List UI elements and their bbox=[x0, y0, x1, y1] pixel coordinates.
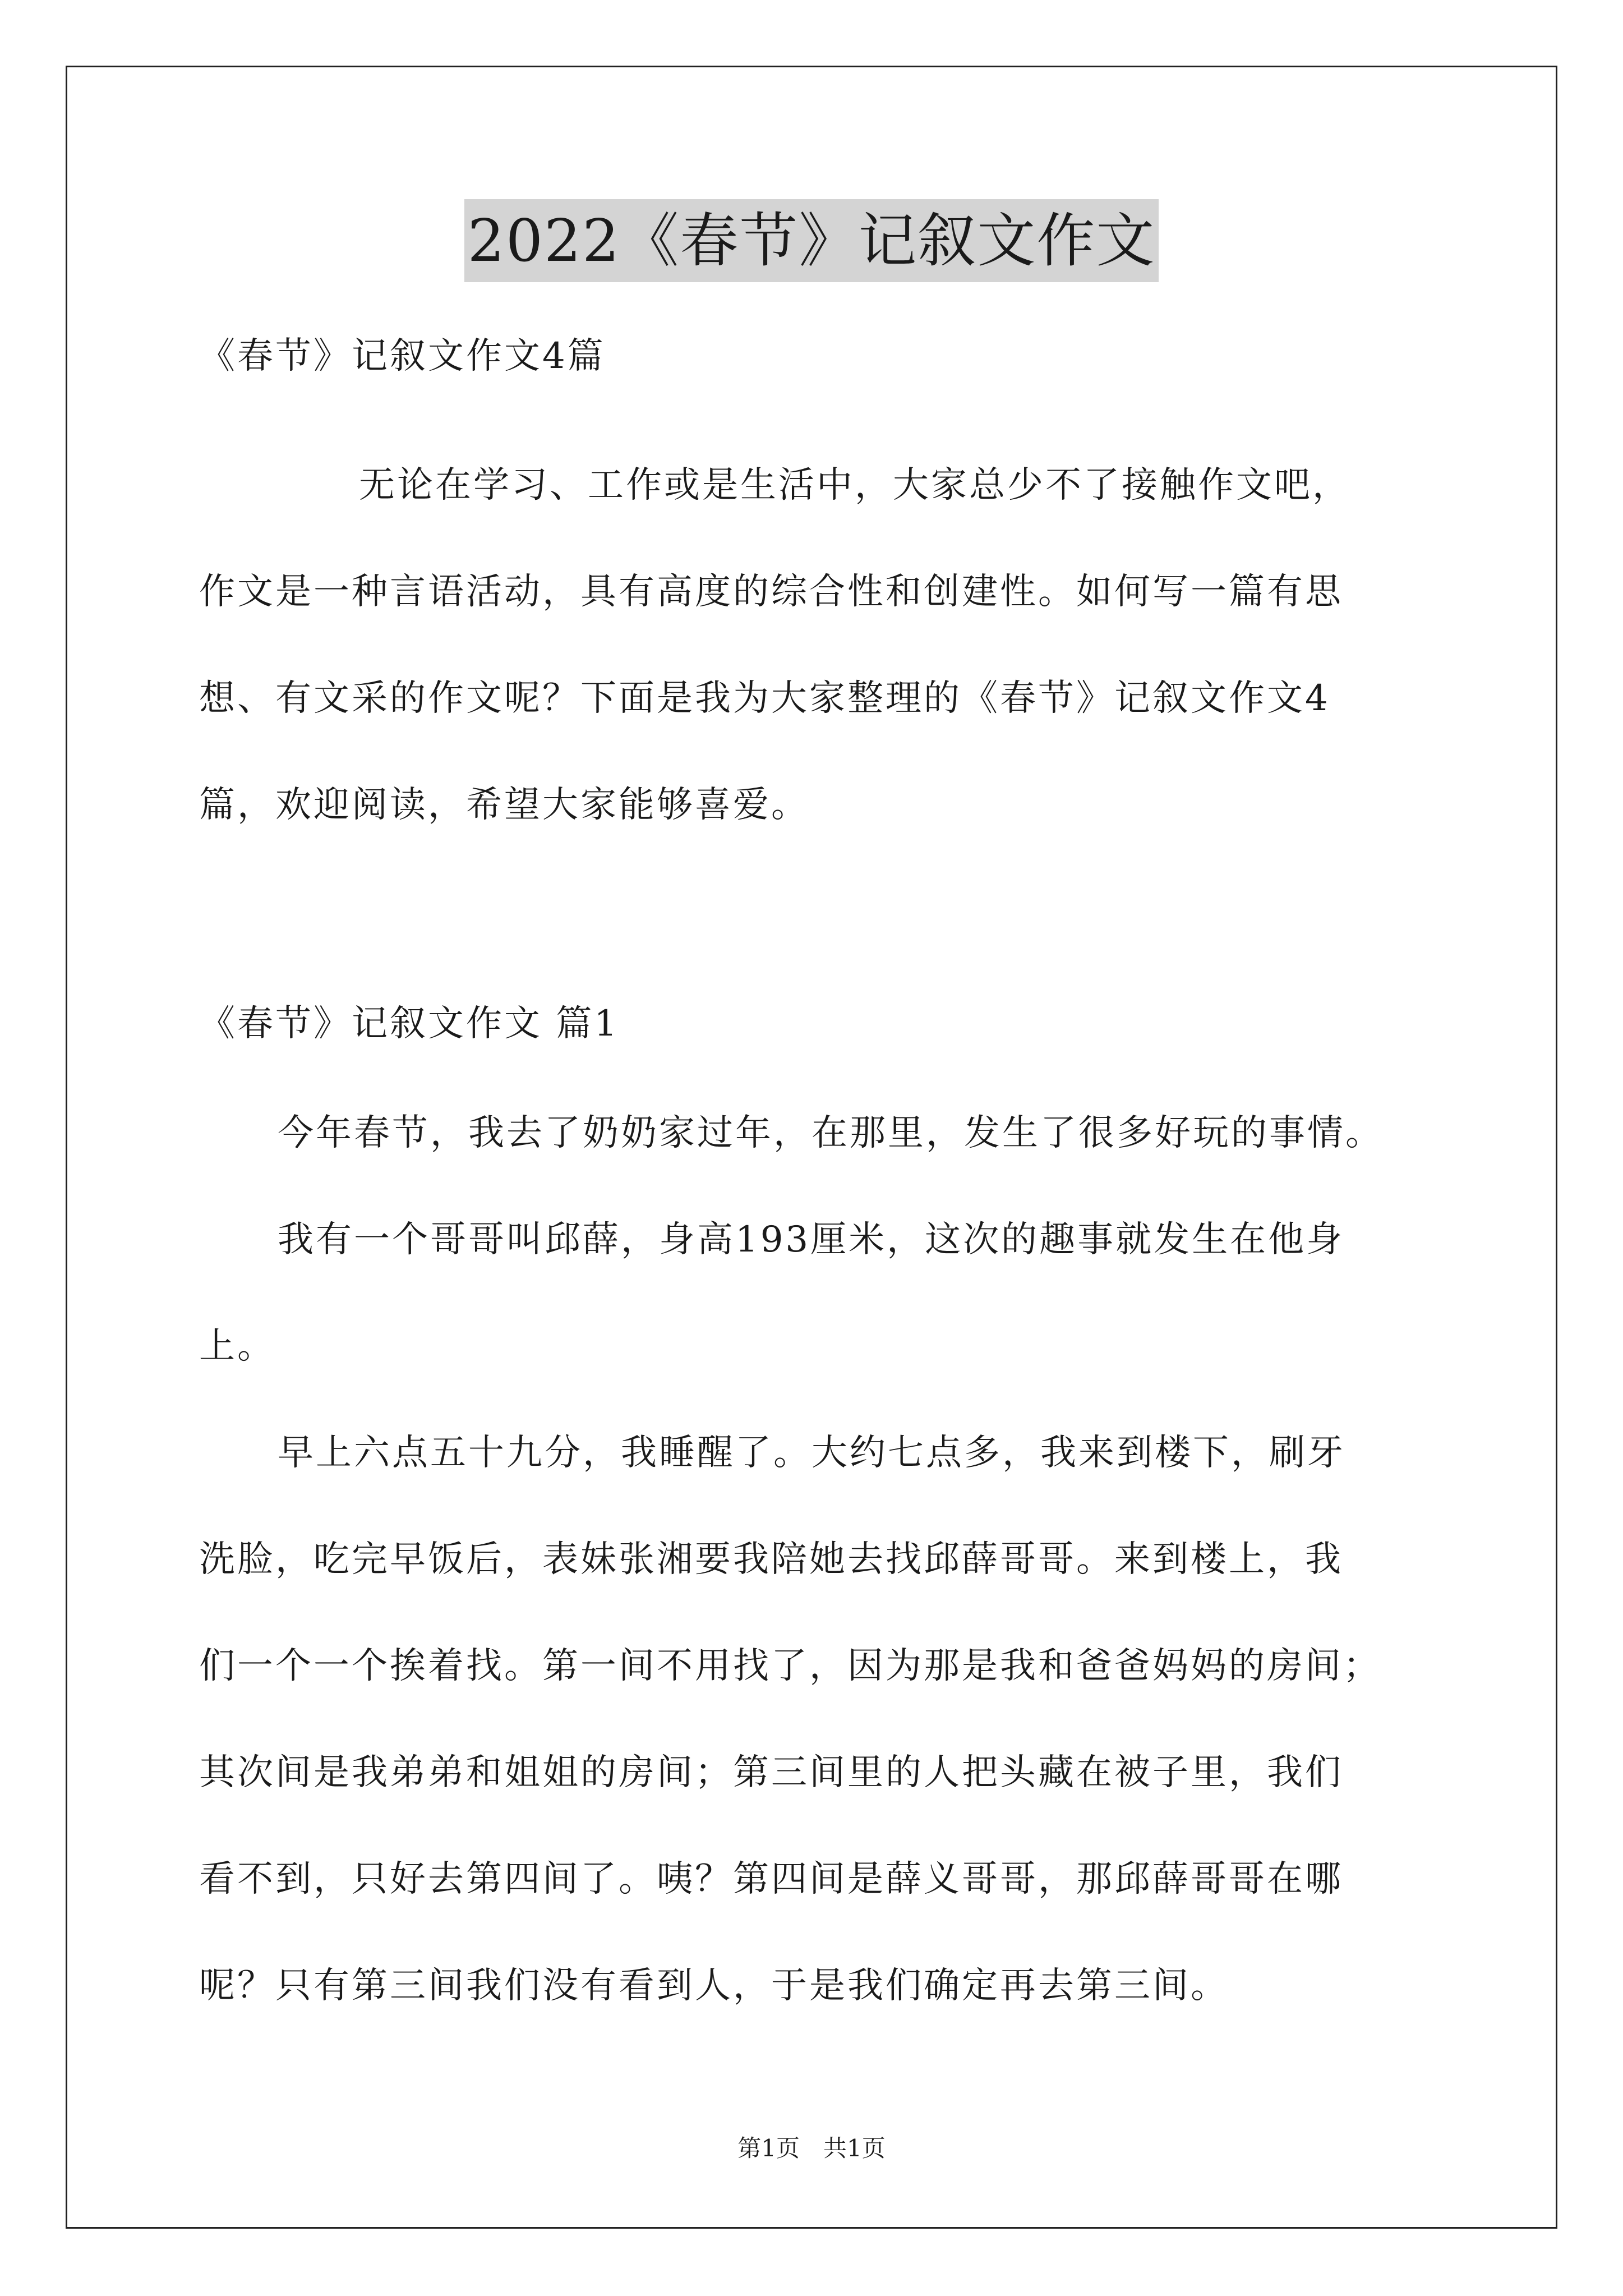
intro-line: 无论在学习、工作或是生活中，大家总少不了接触作文吧， bbox=[359, 464, 1350, 506]
intro-line: 作文是一种言语活动，具有高度的综合性和创建性。如何写一篇有思 bbox=[199, 571, 1343, 613]
body-line: 呢？只有第三间我们没有看到人，于是我们确定再去第三间。 bbox=[199, 1965, 1229, 2007]
page-footer: 第1页 共1页 bbox=[737, 2134, 886, 2162]
document-title: 2022《春节》记叙文作文 bbox=[464, 199, 1159, 282]
body-line: 我有一个哥哥叫邱薛，身高193厘米，这次的趣事就发生在他身 bbox=[278, 1219, 1345, 1260]
intro-line: 想、有文采的作文呢？下面是我为大家整理的《春节》记叙文作文4 bbox=[199, 678, 1330, 719]
document-subtitle: 《春节》记叙文作文4篇 bbox=[199, 335, 606, 377]
intro-line: 篇，欢迎阅读，希望大家能够喜爱。 bbox=[199, 784, 809, 826]
body-line: 洗脸，吃完早饭后，表妹张湘要我陪她去找邱薛哥哥。来到楼上，我 bbox=[199, 1539, 1343, 1580]
body-line: 今年春节，我去了奶奶家过年，在那里，发生了很多好玩的事情。 bbox=[278, 1112, 1384, 1154]
body-line: 其次间是我弟弟和姐姐的房间；第三间里的人把头藏在被子里，我们 bbox=[199, 1752, 1343, 1793]
body-line: 们一个一个挨着找。第一间不用找了，因为那是我和爸爸妈妈的房间； bbox=[199, 1645, 1381, 1687]
body-line: 早上六点五十九分，我睡醒了。大约七点多，我来到楼下，刷牙 bbox=[278, 1432, 1345, 1474]
body-line: 上。 bbox=[199, 1326, 275, 1367]
section-heading: 《春节》记叙文作文 篇1 bbox=[199, 1003, 620, 1045]
title-container bbox=[0, 199, 1623, 282]
body-line: 看不到，只好去第四间了。咦？第四间是薛义哥哥，那邱薛哥哥在哪 bbox=[199, 1858, 1343, 1900]
